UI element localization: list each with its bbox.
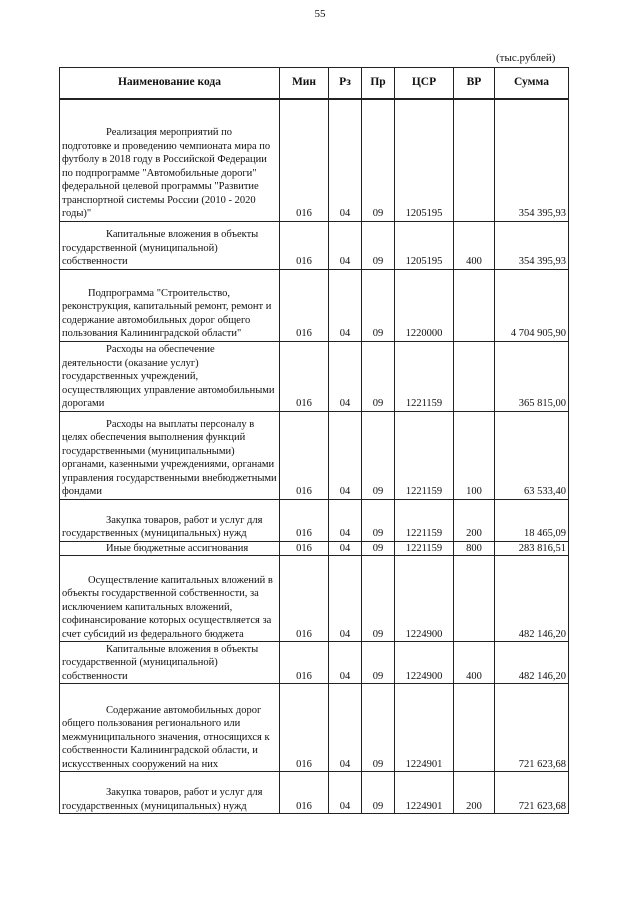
row-name: Содержание автомобильных дорог общего пользования регионального или межмуниципального значения, относящихся к собственности Калининградской области, и искусственных сооружений на них xyxy=(60,684,280,772)
row-name: Реализация мероприятий по подготовке и проведению чемпионата мира по футболу в 2018 году в Российской Федерации по подпрограмме "Автомобильные дороги" федеральной целевой программы "Развитие транспортной системы России (2010 - 2020 годы)" xyxy=(60,99,280,221)
row-sum: 482 146,20 xyxy=(495,642,569,684)
row-min: 016 xyxy=(280,341,329,411)
row-vr xyxy=(454,341,495,411)
row-csr: 1205195 xyxy=(395,99,454,221)
row-sum: 721 623,68 xyxy=(495,772,569,814)
row-pr: 09 xyxy=(362,541,395,556)
row-name: Капитальные вложения в объекты государственной (муниципальной) собственности xyxy=(60,642,280,684)
row-csr: 1224900 xyxy=(395,642,454,684)
row-csr: 1224901 xyxy=(395,684,454,772)
budget-table xyxy=(59,67,569,814)
row-pr: 09 xyxy=(362,99,395,221)
table-row xyxy=(60,221,569,269)
units-label: (тыс.рублей) xyxy=(496,52,556,64)
row-min: 016 xyxy=(280,499,329,541)
row-min: 016 xyxy=(280,411,329,499)
table-row xyxy=(60,772,569,814)
header-pr: Пр xyxy=(362,68,395,100)
header-rz: Рз xyxy=(329,68,362,100)
row-min: 016 xyxy=(280,684,329,772)
row-vr: 100 xyxy=(454,411,495,499)
row-rz: 04 xyxy=(329,772,362,814)
row-vr xyxy=(454,99,495,221)
row-sum: 4 704 905,90 xyxy=(495,269,569,341)
row-min: 016 xyxy=(280,541,329,556)
row-vr: 800 xyxy=(454,541,495,556)
header-min: Мин xyxy=(280,68,329,100)
row-vr: 400 xyxy=(454,221,495,269)
row-min: 016 xyxy=(280,269,329,341)
row-sum: 18 465,09 xyxy=(495,499,569,541)
table-row xyxy=(60,556,569,642)
table-row xyxy=(60,269,569,341)
row-name: Капитальные вложения в объекты государственной (муниципальной) собственности xyxy=(60,221,280,269)
row-rz: 04 xyxy=(329,499,362,541)
row-name: Подпрограмма "Строительство, реконструкция, капитальный ремонт, ремонт и содержание автомобильных дорог общего пользования Калининградской области" xyxy=(60,269,280,341)
row-name: Закупка товаров, работ и услуг для государственных (муниципальных) нужд xyxy=(60,499,280,541)
table-row xyxy=(60,642,569,684)
table-row xyxy=(60,684,569,772)
table-row xyxy=(60,499,569,541)
row-pr: 09 xyxy=(362,411,395,499)
row-vr: 200 xyxy=(454,772,495,814)
row-pr: 09 xyxy=(362,221,395,269)
row-min: 016 xyxy=(280,642,329,684)
row-name: Расходы на выплаты персоналу в целях обеспечения выполнения функций государственными (муниципальными) органами, казенными учреждениями, органами управления государственными внебюджетными фондами xyxy=(60,411,280,499)
table-row xyxy=(60,411,569,499)
row-rz: 04 xyxy=(329,221,362,269)
page-number: 55 xyxy=(314,8,326,20)
row-csr: 1221159 xyxy=(395,499,454,541)
row-min: 016 xyxy=(280,99,329,221)
row-pr: 09 xyxy=(362,684,395,772)
row-sum: 63 533,40 xyxy=(495,411,569,499)
row-min: 016 xyxy=(280,556,329,642)
row-rz: 04 xyxy=(329,99,362,221)
row-vr: 200 xyxy=(454,499,495,541)
header-name: Наименование кода xyxy=(60,68,280,100)
header-sum: Сумма xyxy=(495,68,569,100)
row-rz: 04 xyxy=(329,541,362,556)
table-row xyxy=(60,99,569,221)
row-sum: 721 623,68 xyxy=(495,684,569,772)
row-csr: 1221159 xyxy=(395,411,454,499)
row-rz: 04 xyxy=(329,411,362,499)
row-csr: 1221159 xyxy=(395,541,454,556)
row-pr: 09 xyxy=(362,269,395,341)
row-name: Иные бюджетные ассигнования xyxy=(60,541,280,556)
header-csr: ЦСР xyxy=(395,68,454,100)
row-csr: 1220000 xyxy=(395,269,454,341)
row-sum: 354 395,93 xyxy=(495,99,569,221)
row-csr: 1224901 xyxy=(395,772,454,814)
row-pr: 09 xyxy=(362,772,395,814)
row-rz: 04 xyxy=(329,642,362,684)
row-sum: 365 815,00 xyxy=(495,341,569,411)
row-rz: 04 xyxy=(329,341,362,411)
row-name: Осуществление капитальных вложений в объекты государственной собственности, за исключением капитальных вложений, софинансирование которых осуществляется за счет субсидий из федерального бюджета xyxy=(60,556,280,642)
row-vr xyxy=(454,684,495,772)
row-rz: 04 xyxy=(329,269,362,341)
row-csr: 1221159 xyxy=(395,341,454,411)
row-csr: 1205195 xyxy=(395,221,454,269)
header-vr: ВР xyxy=(454,68,495,100)
row-vr xyxy=(454,269,495,341)
row-sum: 283 816,51 xyxy=(495,541,569,556)
row-pr: 09 xyxy=(362,341,395,411)
table-row xyxy=(60,341,569,411)
row-sum: 354 395,93 xyxy=(495,221,569,269)
row-sum: 482 146,20 xyxy=(495,556,569,642)
row-vr xyxy=(454,556,495,642)
row-pr: 09 xyxy=(362,499,395,541)
row-min: 016 xyxy=(280,221,329,269)
row-pr: 09 xyxy=(362,642,395,684)
row-csr: 1224900 xyxy=(395,556,454,642)
row-rz: 04 xyxy=(329,684,362,772)
table-row xyxy=(60,541,569,556)
row-min: 016 xyxy=(280,772,329,814)
row-name: Расходы на обеспечение деятельности (оказание услуг) государственных учреждений, осуществляющих управление автомобильными дорогами xyxy=(60,341,280,411)
row-name: Закупка товаров, работ и услуг для государственных (муниципальных) нужд xyxy=(60,772,280,814)
row-pr: 09 xyxy=(362,556,395,642)
header-row xyxy=(60,68,569,100)
row-rz: 04 xyxy=(329,556,362,642)
row-vr: 400 xyxy=(454,642,495,684)
